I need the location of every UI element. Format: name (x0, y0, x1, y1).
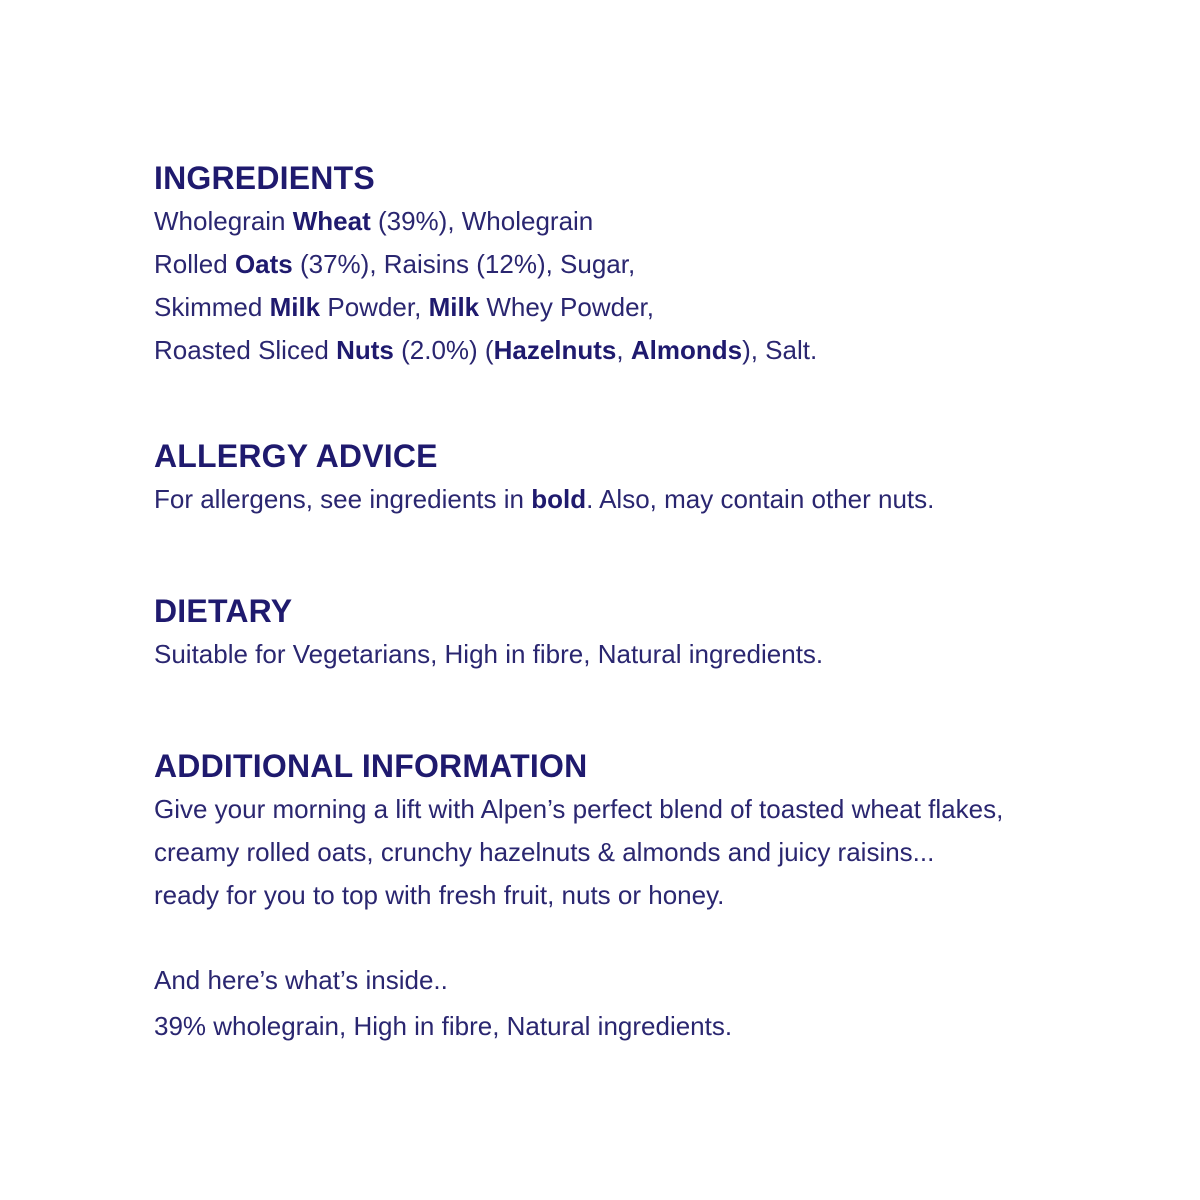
text-segment: Powder, (320, 292, 429, 322)
text-segment: Whey Powder, (479, 292, 654, 322)
text-segment: Give your morning a lift with Alpen’s perfect blend of toasted wheat flakes, (154, 794, 1004, 824)
product-info (154, 156, 1154, 1049)
text-segment: . Also, may contain other nuts. (586, 484, 935, 514)
text-line (154, 329, 1154, 372)
ingredients-section (154, 156, 1154, 372)
text-segment: 39% wholegrain, High in fibre, Natural ingredients. (154, 1011, 733, 1041)
dietary-heading: DIETARY (154, 593, 293, 629)
text-segment: Suitable for Vegetarians, High in fibre, Natural ingredients. (154, 639, 824, 669)
bold-segment: Hazelnuts (493, 335, 617, 365)
ingredients-heading: INGREDIENTS (154, 160, 375, 196)
additional-section (154, 744, 1154, 917)
text-segment: ), Salt. (742, 335, 818, 365)
text-segment: Skimmed (154, 292, 270, 322)
text-line (154, 1003, 1154, 1049)
text-segment: creamy rolled oats, crunchy hazelnuts & almonds and juicy raisins... (154, 837, 935, 867)
dietary-text (154, 633, 1154, 676)
text-segment: ready for you to top with fresh fruit, nuts or honey. (154, 880, 725, 910)
bold-segment: Oats (234, 249, 293, 279)
text-line (154, 478, 1154, 521)
bold-segment: Milk (428, 292, 480, 322)
ingredients-text (154, 200, 1154, 372)
allergy-text (154, 478, 1154, 521)
text-segment: , (616, 335, 631, 365)
text-segment: (39%), Wholegrain (370, 206, 594, 236)
additional-heading: ADDITIONAL INFORMATION (154, 748, 588, 784)
text-segment: For allergens, see ingredients in (154, 484, 532, 514)
bold-segment: Nuts (336, 335, 394, 365)
bold-segment: Almonds (630, 335, 743, 365)
bold-segment: bold (531, 484, 587, 514)
allergy-heading: ALLERGY ADVICE (154, 438, 438, 474)
additional-text (154, 788, 1154, 917)
text-line (154, 788, 1154, 831)
dietary-section (154, 589, 1154, 676)
text-line (154, 874, 1154, 917)
text-segment: And here’s what’s inside.. (154, 965, 448, 995)
inside-section (154, 957, 1154, 1049)
text-line (154, 243, 1154, 286)
text-line (154, 286, 1154, 329)
text-segment: Roasted Sliced (154, 335, 337, 365)
bold-segment: Wheat (292, 206, 371, 236)
text-line (154, 633, 1154, 676)
inside-text (154, 957, 1154, 1049)
text-line (154, 957, 1154, 1003)
text-segment: (2.0%) ( (393, 335, 494, 365)
text-segment: Rolled (154, 249, 235, 279)
text-segment: Wholegrain (154, 206, 293, 236)
text-line (154, 831, 1154, 874)
bold-segment: Milk (269, 292, 321, 322)
text-line (154, 200, 1154, 243)
text-segment: (37%), Raisins (12%), Sugar, (292, 249, 636, 279)
allergy-section (154, 434, 1154, 521)
